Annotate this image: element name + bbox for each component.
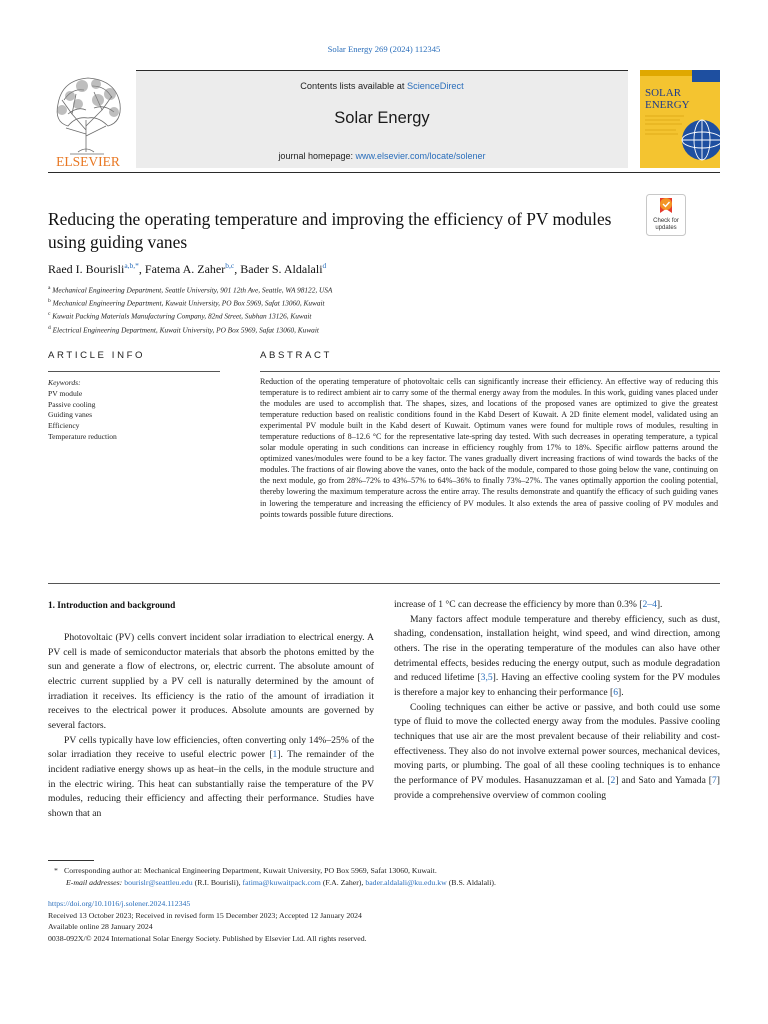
- paragraph: PV cells typically have low efficiencies, often converting only 14%–25% of the solar irradiation they receive to useful electric power [1]. The remainder of the incident radiative energy shows up as heat–in the cells, in the module structure and in the electric wiring. This heat can substantially raise the temperature of the PV modules, reducing their efficiency and affecting their performance. Studies have shown that an: [48, 734, 374, 819]
- journal-masthead: [48, 70, 718, 170]
- publication-history: Received 13 October 2023; Received in revised form 15 December 2023; Accepted 12 January 2024: [48, 910, 362, 920]
- reference-link[interactable]: 2–4: [642, 599, 657, 610]
- journal-homepage: journal homepage: www.elsevier.com/locate/solener: [278, 151, 486, 161]
- author-1: Raed I. Bourisli: [48, 262, 125, 276]
- author-3-affiliation[interactable]: d: [322, 261, 327, 270]
- email-label: E-mail addresses:: [66, 878, 123, 888]
- svg-text:ENERGY: ENERGY: [645, 99, 690, 111]
- masthead-rule: [48, 172, 720, 173]
- affiliations: [48, 283, 648, 336]
- doi-link[interactable]: https://doi.org/10.1016/j.solener.2024.112345: [48, 899, 191, 908]
- svg-text:SOLAR: SOLAR: [645, 87, 682, 99]
- keyword: Efficiency: [48, 421, 80, 431]
- body-column-left: [48, 631, 374, 822]
- author-list: Raed I. Bourisli$^{a,b,*}$, Fatema A. Zaher$^{b,c}$, Bader S. Aldalali$^d$: [48, 261, 327, 276]
- body-column-right: [394, 598, 720, 803]
- footnote-star: *: [54, 866, 58, 875]
- section-1-heading: 1. Introduction and background: [48, 601, 176, 611]
- abstract-rule: [260, 371, 720, 372]
- author-1-affiliation[interactable]: a,b,*: [124, 261, 139, 270]
- abstract-bottom-rule: [48, 583, 720, 584]
- svg-text:Check for: Check for: [653, 218, 679, 224]
- keywords-list: [48, 378, 218, 443]
- keyword: PV module: [48, 388, 83, 398]
- journal-title: Solar Energy: [334, 109, 430, 127]
- affiliation-c: $^c$ Kuwait Packing Materials Manufacturing Company, 82nd Street, Subhan 13126, Kuwait: [48, 311, 312, 321]
- journal-citation[interactable]: Solar Energy 269 (2024) 112345: [327, 44, 441, 54]
- article-info-rule: [48, 371, 220, 372]
- keyword: Guiding vanes: [48, 410, 93, 420]
- paragraph: Photovoltaic (PV) cells convert incident solar irradiation to electrical energy. A PV cell is made of semiconductor materials that absorb the photons emitted by the sun and generate a flow of electrons, or, electric current. The absolute amount of electric current supplied by a PV cell is naturally determined by the amount of irradiation it receives. Its efficiency is the ratio of the amount of irradiation it receives to the electrical power it produces. Absolute amounts are governed by several factors.: [48, 632, 374, 731]
- author-3: Bader S. Aldalali: [240, 262, 323, 276]
- homepage-link[interactable]: www.elsevier.com/locate/solener: [355, 151, 486, 161]
- reference-link[interactable]: 7: [712, 774, 717, 786]
- elsevier-wordmark: ELSEVIER: [56, 154, 120, 168]
- paragraph: increase of 1 °C can decrease the efficiency by more than 0.3% [2–4].: [394, 599, 663, 610]
- author-2-affiliation[interactable]: b,c: [225, 261, 235, 270]
- check-for-updates-badge[interactable]: [646, 194, 686, 236]
- online-date: Available online 28 January 2024: [48, 922, 153, 931]
- abstract-text: Reduction of the operating temperature of photovoltaic cells can significantly increase their efficiency. An effective way of reducing this temperature is to redirect ambient air to carry some of the thermal energy away from the modules. In this work, guiding vanes placed under the modules are used to accomplish that. The shapes, sizes, and locations of the proposed vanes are optimized to give the greatest temperature reduction based on realistic conditions found in the Kabd Desert of Kuwait. A 2D finite element model, validated using an experimental PV module built in the Kabd desert of Kuwait. Optimum vanes were found for multiple rows of modules, resulting in temperature reductions of 8–12.6 °C for the representative late-spring day tested. With such decreases in operating temperature, a typical solar module operating in such conditions can increase in efficiency roughly from 17% to 18%. Specific airflow patterns around the optimized vanes/modules were found to be a key factor. The vanes gradually divert increasing fractions of wind towards the backs of the modules. The fractions of air flowing above the vanes, onto the back of the module, compared to those going below the vane, continuing on the next module, go from 28%–72% to 43%–57% to 64%–36% to finally 73%–27%. The vanes optimally apportion the cooling potential, thereby lowering the maximum temperature across the entire array. The results demonstrate and quantify the efficacy of such guiding vanes in lowering the temperature and increasing the efficiency of PV modules. It also extends the area of passive cooling of PV modules and points towards possible future directions.: [260, 377, 718, 519]
- reference-link[interactable]: 2: [610, 774, 616, 786]
- email-link[interactable]: bader.aldalali@ku.edu.kw: [365, 878, 447, 888]
- footnote-rule: [48, 860, 94, 861]
- keywords-label: Keywords:: [48, 378, 81, 387]
- sciencedirect-link[interactable]: ScienceDirect: [407, 81, 464, 91]
- paragraph: Cooling techniques can either be active or passive, and both could use some type of fluid to move the collected energy away from the modules. Passive cooling techniques that use air are the most prevalent because of their reliability and cost-effectiveness. They also do not involve external power sources, mechanical devices, moving parts, or plumbing. The goal of all these cooling techniques is to enhance the performance of PV modules. Hasanuzzaman et al. [2] and Sato and Yamada [7] provide a comprehensive overview of common cooling: [394, 701, 720, 801]
- affiliation-d: $^d$ Electrical Engineering Department, Kuwait University, PO Box 5969, Safat 13060, Kuwait: [48, 324, 319, 335]
- article-info-heading: ARTICLE INFO: [48, 350, 146, 361]
- author-2: Fatema A. Zaher: [144, 262, 226, 276]
- reference-link[interactable]: 6: [613, 686, 619, 698]
- email-link[interactable]: bourislr@seattleu.edu: [124, 878, 193, 888]
- elsevier-tree-logo: [48, 70, 128, 168]
- keyword: Passive cooling: [48, 399, 96, 409]
- reference-link[interactable]: 1: [272, 749, 278, 761]
- article-title: Reducing the operating temperature and improving the efficiency of PV modules using guiding vanes: [48, 209, 612, 252]
- corresponding-author-footnote: * Corresponding author at: Mechanical Engineering Department, Kuwait University, PO Box 5969, Safat 13060, Kuwait. E-mail addresses: bourislr@seattleu.edu (R.I. Bourisli), fatima@kuwaitpack.com (F.A. Zaher), bader.aldalali@ku.edu.kw (B.S. Aldalali).: [48, 865, 720, 889]
- abstract-heading: ABSTRACT: [260, 350, 332, 361]
- keyword: Temperature reduction: [48, 431, 117, 441]
- publication-info: [48, 898, 720, 944]
- contents-availability: Contents lists available at ScienceDirect: [300, 81, 464, 91]
- journal-banner: [136, 70, 628, 168]
- journal-cover-thumbnail[interactable]: [640, 70, 720, 168]
- affiliation-b: $^b$ Mechanical Engineering Department, Kuwait University, PO Box 5969, Safat 13060, Kuwait: [48, 298, 325, 308]
- paragraph: Many factors affect module temperature and thereby efficiency, such as dust, shading, condensation, installation height, wind speed, and wind direction, among others. The rise in the operating temperature of the modules can also have other detrimental effects, besides reducing the energy output, such as module degradation and reduced lifetime [3,5]. Having an effective cooling system for the PV modules is therefore a major key to enhancing their performance [6].: [394, 613, 721, 698]
- svg-text:updates: updates: [655, 225, 677, 231]
- reference-link[interactable]: 3,5: [480, 672, 493, 684]
- copyright-notice: 0038-092X/© 2024 International Solar Energy Society. Published by Elsevier Ltd. All rights reserved.: [48, 933, 367, 943]
- email-link[interactable]: fatima@kuwaitpack.com: [242, 878, 321, 888]
- affiliation-a: $^a$ Mechanical Engineering Department, Seattle University, 901 12th Ave, Seattle, WA 98122, USA: [48, 285, 333, 295]
